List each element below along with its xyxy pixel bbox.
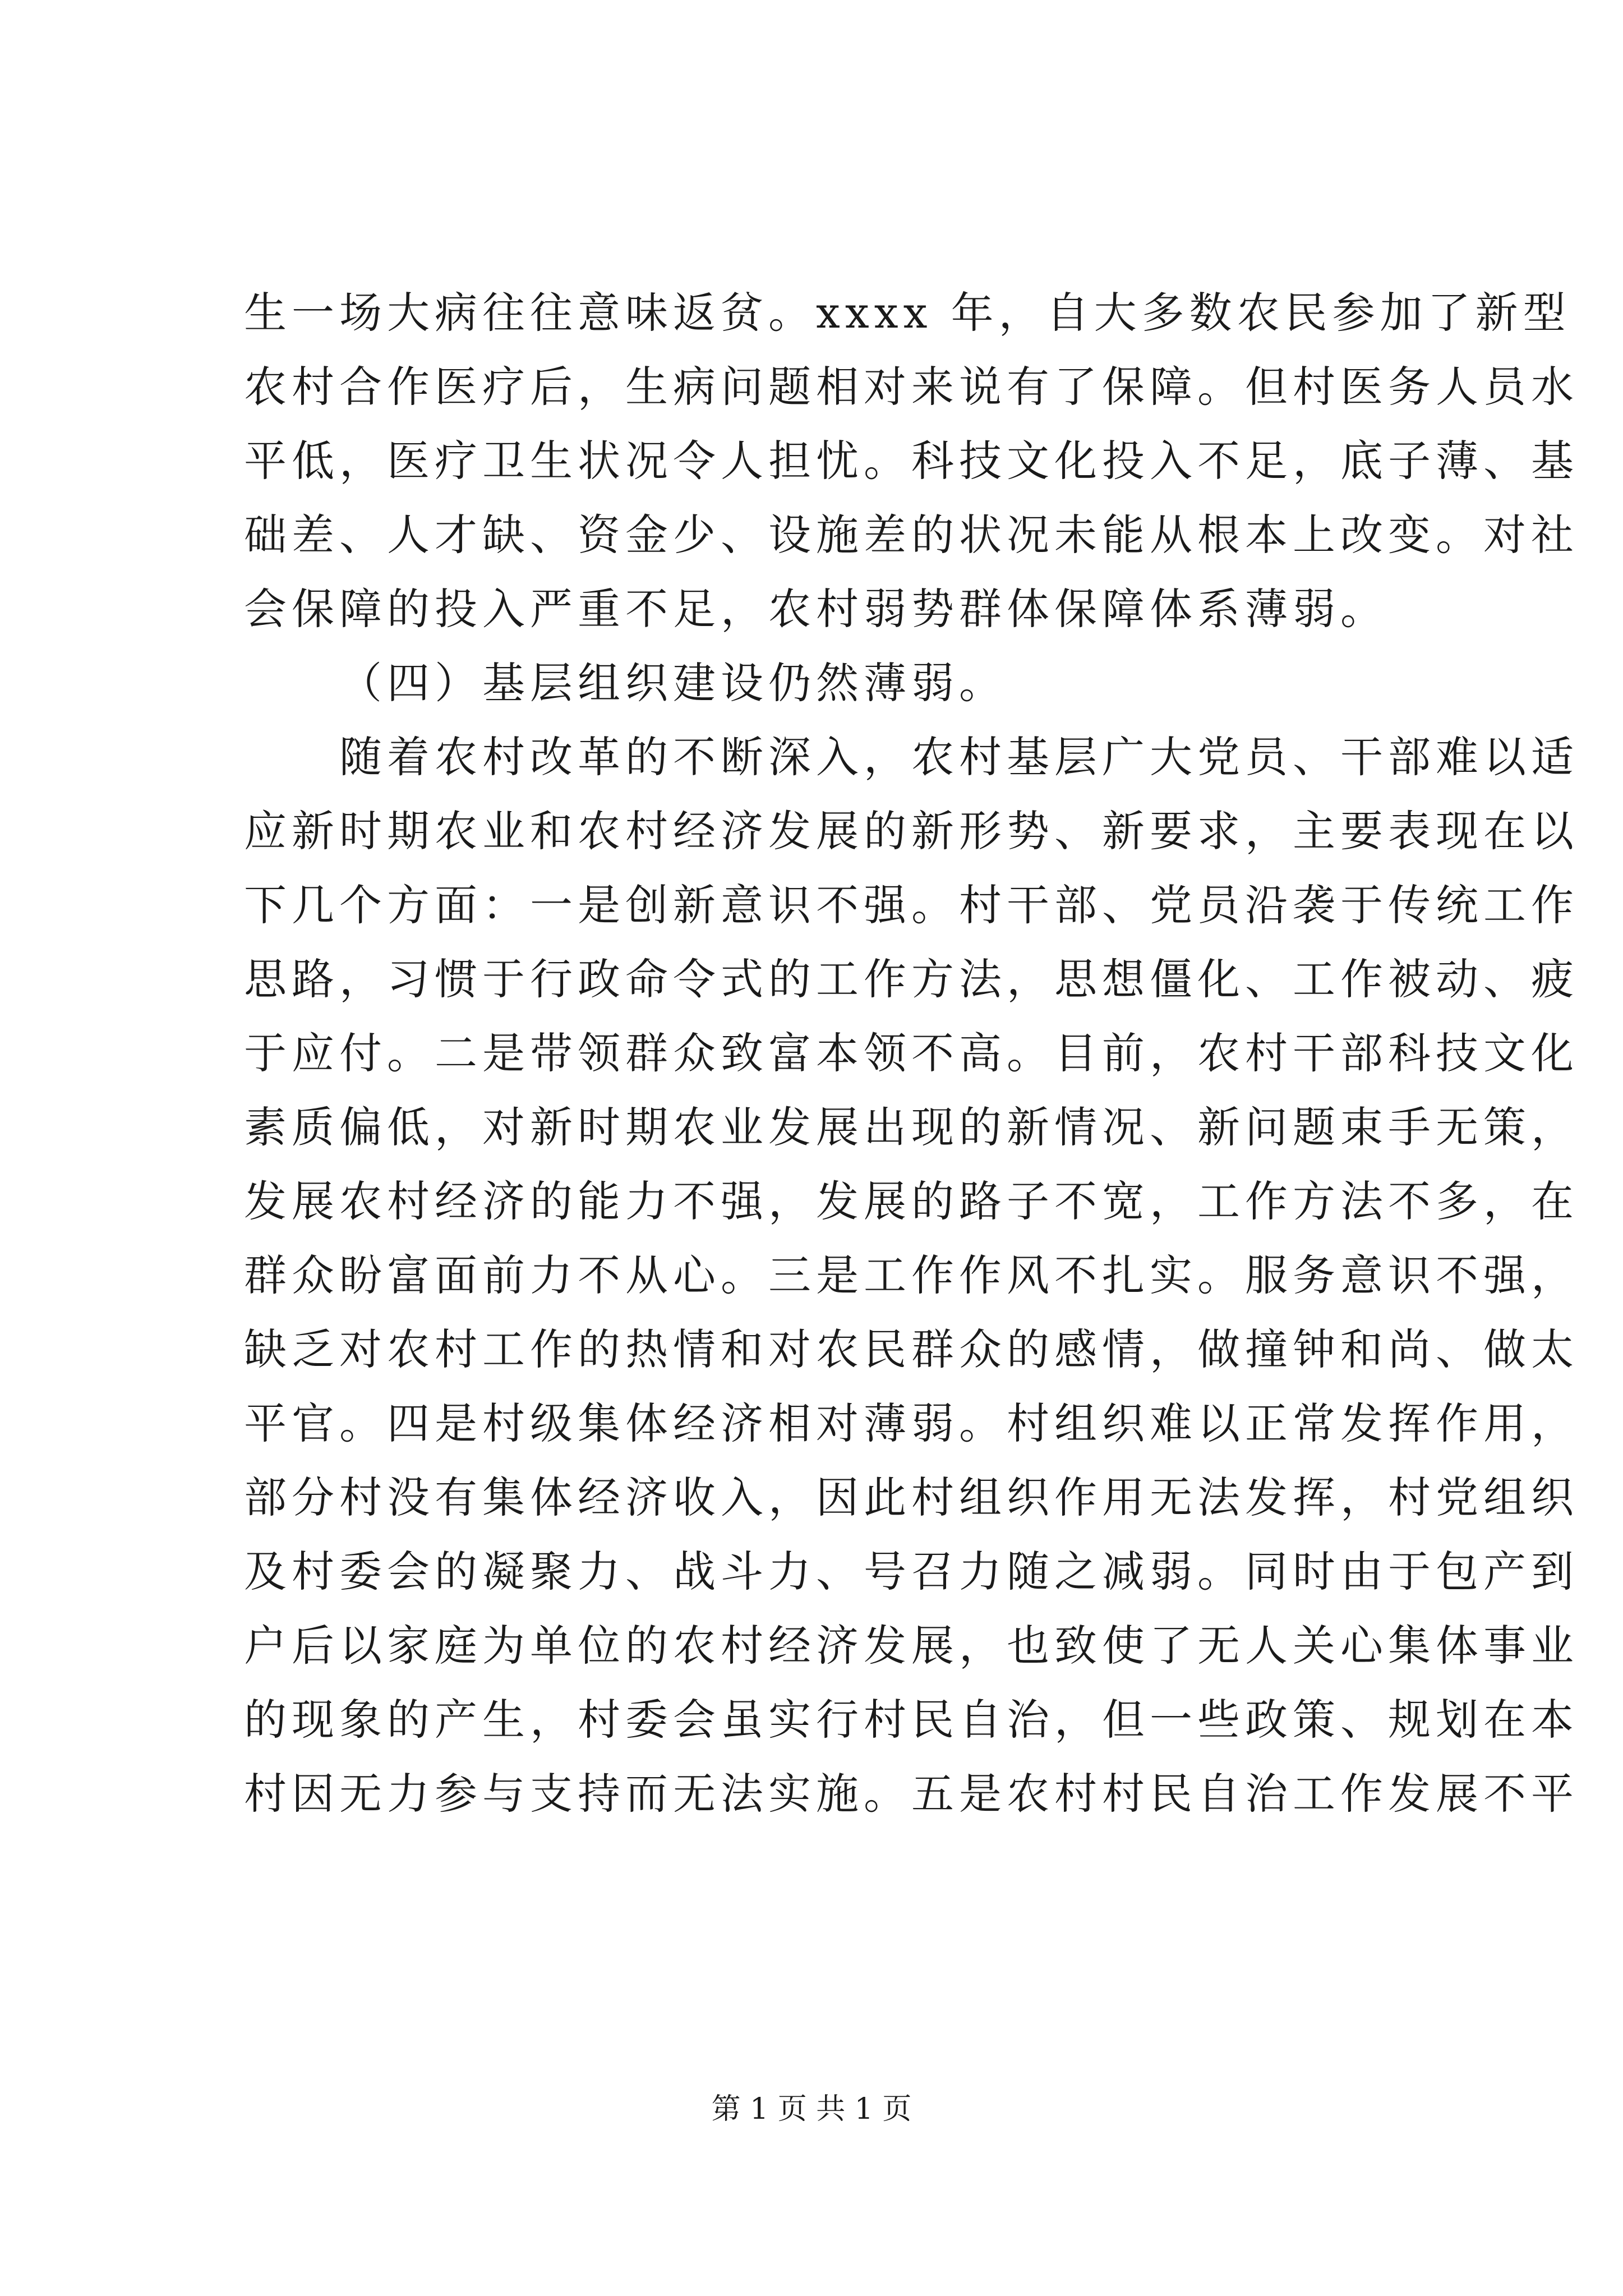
text-line: 户后以家庭为单位的农村经济发展，也致使了无人关心集体事业	[244, 1621, 1579, 1671]
text-line: 平低，医疗卫生状况令人担忧。科技文化投入不足，底子薄、基	[244, 436, 1579, 486]
section-heading: （四）基层组织建设仍然薄弱。	[339, 658, 1007, 708]
text-line: 于应付。二是带领群众致富本领不高。目前，农村干部科技文化	[244, 1028, 1579, 1078]
page-footer	[0, 2090, 1623, 2129]
text-line: 村因无力参与支持而无法实施。五是农村村民自治工作发展不平	[244, 1769, 1579, 1819]
text-line: 应新时期农业和农村经济发展的新形势、新要求，主要表现在以	[244, 806, 1579, 856]
text-line: 的现象的产生，村委会虽实行村民自治，但一些政策、规划在本	[244, 1695, 1579, 1745]
text-line: 生一场大病往往意味返贫。xxxx 年，自大多数农民参加了新型	[244, 288, 1571, 338]
text-line: 思路，习惯于行政命令式的工作方法，思想僵化、工作被动、疲	[244, 954, 1579, 1004]
text-line: 会保障的投入严重不足，农村弱势群体保障体系薄弱。	[244, 584, 1388, 634]
text-line: 素质偏低，对新时期农业发展出现的新情况、新问题束手无策，	[244, 1102, 1579, 1152]
text-line: 发展农村经济的能力不强，发展的路子不宽，工作方法不多，在	[244, 1176, 1579, 1226]
text-line: 农村合作医疗后，生病问题相对来说有了保障。但村医务人员水	[244, 362, 1579, 412]
text-line: 群众盼富面前力不从心。三是工作作风不扎实。服务意识不强，	[244, 1250, 1579, 1300]
text-line: 缺乏对农村工作的热情和对农民群众的感情，做撞钟和尚、做太	[244, 1324, 1579, 1374]
document-body	[244, 276, 1579, 1831]
text-line: 下几个方面：一是创新意识不强。村干部、党员沿袭于传统工作	[244, 880, 1579, 930]
text-line: 平官。四是村级集体经济相对薄弱。村组织难以正常发挥作用，	[244, 1398, 1579, 1448]
text-line: 部分村没有集体经济收入，因此村组织作用无法发挥，村党组织	[244, 1473, 1579, 1522]
page-number-label: 第 1 页 共 1 页	[711, 2092, 912, 2126]
text-line: 随着农村改革的不断深入，农村基层广大党员、干部难以适	[339, 732, 1579, 782]
text-line: 及村委会的凝聚力、战斗力、号召力随之减弱。同时由于包产到	[244, 1547, 1579, 1596]
text-line: 础差、人才缺、资金少、设施差的状况未能从根本上改变。对社	[244, 510, 1579, 560]
